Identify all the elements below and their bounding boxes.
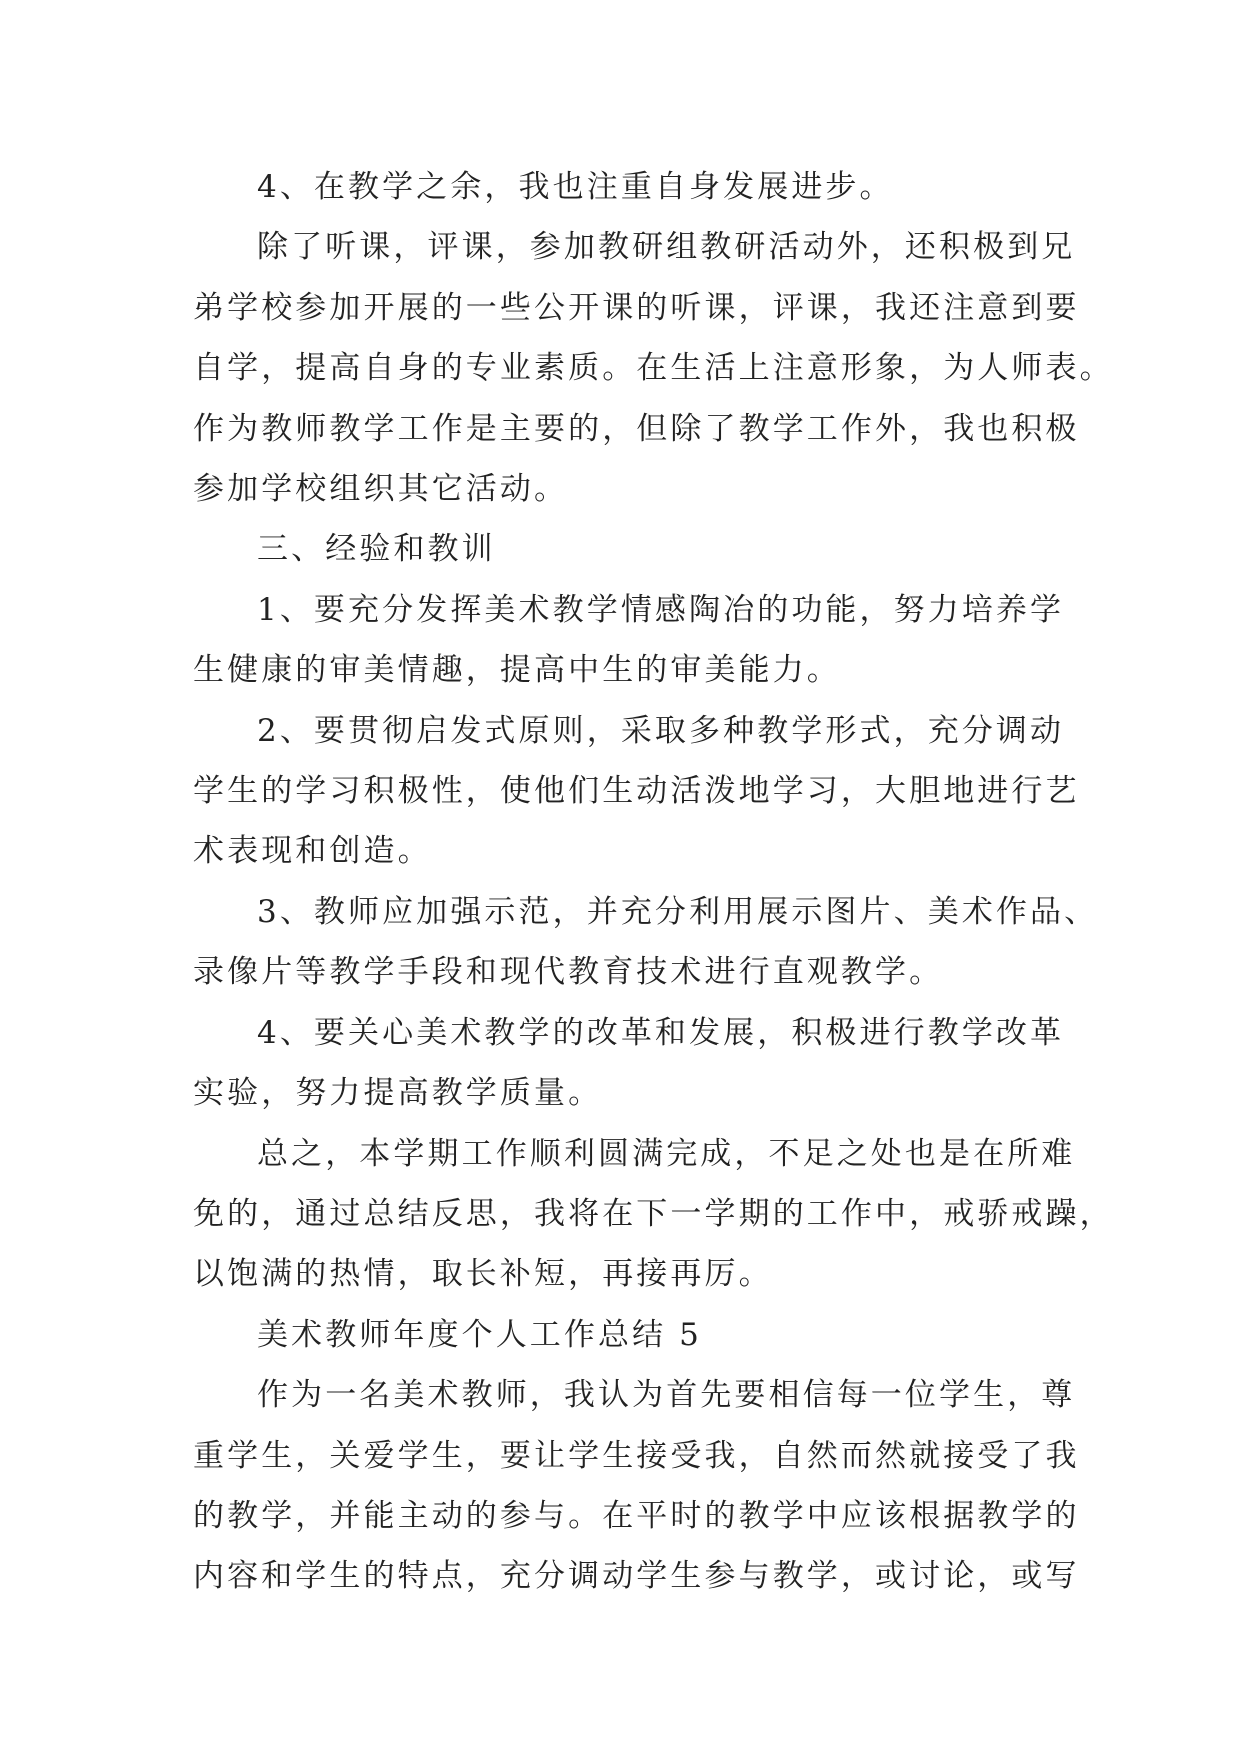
text-line: 除了听课，评课，参加教研组教研活动外，还积极到兄 [257,229,1076,266]
paragraph-point-3 [193,882,1099,1003]
text-line: 总之，本学期工作顺利圆满完成，不足之处也是在所难 [257,1135,1076,1172]
text-line: 的教学，并能主动的参与。在平时的教学中应该根据教学的 [193,1497,1080,1534]
paragraph-teacher-approach [193,1365,1080,1607]
section-heading-experience [193,519,1063,579]
text-line: 4、在教学之余，我也注重自身发展进步。 [257,169,894,205]
text-line: 3、教师应加强示范，并充分利用展示图片、美术作品、 [257,893,1099,930]
paragraph-activities [193,217,1114,519]
text-line: 4、要关心美术教学的改革和发展，积极进行教学改革 [257,1014,1065,1051]
text-line: 弟学校参加开展的一些公开课的听课，评课，我还注意到要 [193,289,1080,326]
text-line: 学生的学习积极性，使他们生动活泼地学习，大胆地进行艺 [193,773,1080,810]
paragraph-point-4 [193,1003,1063,1124]
paragraph-point-2 [193,701,1080,882]
section-title-summary-5 [193,1305,1063,1365]
paragraph-self-development [193,157,1063,217]
text-line: 1、要充分发挥美术教学情感陶冶的功能，努力培养学 [257,591,1065,628]
text-line: 美术教师年度个人工作总结 5 [257,1316,702,1353]
text-line: 作为教师教学工作是主要的，但除了教学工作外，我也积极 [193,410,1080,447]
text-line: 作为一名美术教师，我认为首先要相信每一位学生，尊 [257,1377,1076,1414]
text-line: 实验，努力提高教学质量。 [193,1075,603,1112]
text-line: 参加学校组织其它活动。 [193,471,569,508]
text-line: 免的，通过总结反思，我将在下一学期的工作中，戒骄戒躁， [193,1195,1114,1232]
text-line: 2、要贯彻启发式原则，采取多种教学形式，充分调动 [257,712,1065,749]
text-line: 生健康的审美情趣，提高中生的审美能力。 [193,652,841,689]
text-line: 术表现和创造。 [193,833,432,870]
text-line: 自学，提高自身的专业素质。在生活上注意形象，为人师表。 [193,350,1114,387]
text-line: 重学生，关爱学生，要让学生接受我，自然而然就接受了我 [193,1437,1080,1474]
document-body [193,157,1114,1607]
paragraph-conclusion [193,1124,1114,1305]
text-line: 内容和学生的特点，充分调动学生参与教学，或讨论，或写 [193,1558,1080,1595]
text-line: 录像片等教学手段和现代教育技术进行直观教学。 [193,954,944,991]
text-line: 以饱满的热情，取长补短，再接再厉。 [193,1256,773,1293]
paragraph-point-1 [193,580,1063,701]
text-line: 三、经验和教训 [257,531,496,568]
